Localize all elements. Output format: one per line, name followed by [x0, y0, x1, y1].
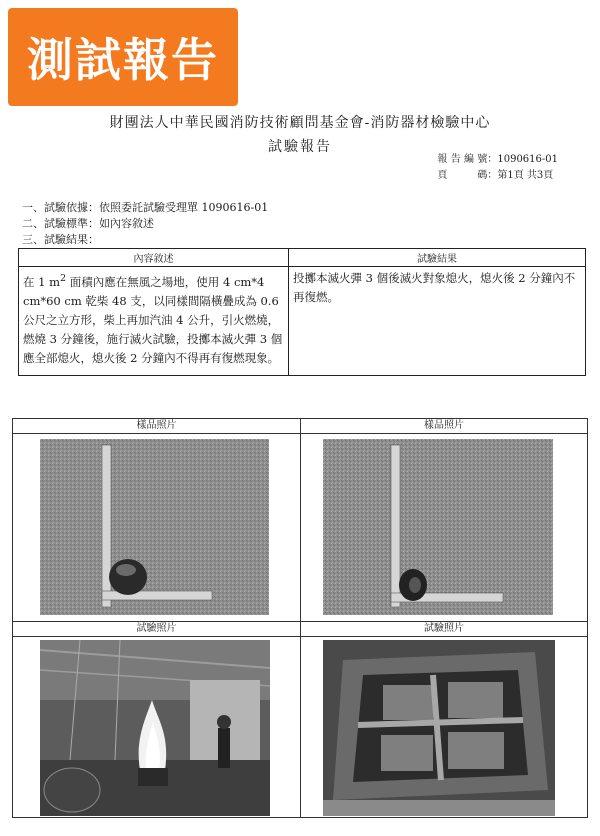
page-number-value: ：第1頁 共3頁	[487, 170, 554, 181]
test-photo-1-image	[40, 640, 270, 816]
report-title: 試驗報告	[268, 139, 332, 155]
sample-photo-2-image	[323, 439, 553, 615]
report-badge: 測試報告	[8, 8, 238, 106]
organization-name: 財團法人中華民國消防技術顧問基金會-消防器材檢驗中心	[109, 115, 491, 131]
page-number-row	[437, 168, 558, 184]
sample-photo-1	[40, 439, 269, 615]
test-photo-label-2: 試驗照片	[301, 622, 587, 637]
description-text-rest: 面積內應在無風之場地，使用 4 cm*4 cm*60 cm 乾柴 48 支，以同樣間隔橫疊成為 0.6 公尺之立方形，柴上再加汽油 4 公升，引火燃燒，燃燒 3 分鐘後，施行滅火試驗，投擲本滅火彈 3 個應全部熄火，熄火後 2 分鐘內不得再有復燃現象。	[23, 274, 283, 365]
description-superscript: 2	[60, 273, 67, 284]
results-table-row	[19, 267, 586, 376]
test-standard: 二、試驗標準：如內容敘述	[22, 217, 154, 230]
sample-photo-cell-1	[13, 419, 300, 621]
description-text-start: 在 1 m	[23, 274, 61, 289]
test-sections	[22, 200, 268, 248]
test-results-heading: 三、試驗結果：	[22, 233, 99, 246]
report-number-row	[437, 152, 558, 168]
test-photo-label-1: 試驗照片	[13, 622, 300, 637]
results-table-header	[19, 249, 586, 267]
test-photo-cell-1	[13, 622, 300, 817]
test-photo-1	[40, 640, 270, 816]
sample-photo-2	[323, 439, 553, 615]
sample-photo-label-1: 樣品照片	[13, 419, 300, 434]
photo-grid	[12, 418, 588, 818]
report-number-label: 報告編號	[437, 154, 488, 165]
results-table	[18, 248, 586, 376]
test-photo-2-image	[323, 640, 555, 816]
page-number-label: 頁碼	[437, 170, 488, 181]
report-number-value: ：1090616-01	[487, 154, 558, 165]
test-basis: 一、試驗依據：依照委託試驗受理單 1090616-01	[22, 201, 269, 214]
sample-photo-1-image	[40, 439, 269, 615]
sample-photo-label-2: 樣品照片	[301, 419, 587, 434]
test-photo-2	[323, 640, 555, 816]
report-meta	[437, 152, 558, 184]
sample-photo-cell-2	[301, 419, 587, 621]
result-cell: 投擲本滅火彈 3 個後滅火對象熄火，熄火後 2 分鐘內不再復燃。	[289, 267, 586, 376]
column-result: 試驗結果	[289, 249, 586, 267]
test-photo-cell-2	[301, 622, 587, 817]
description-cell	[19, 267, 289, 376]
column-description: 內容敘述	[19, 249, 289, 267]
